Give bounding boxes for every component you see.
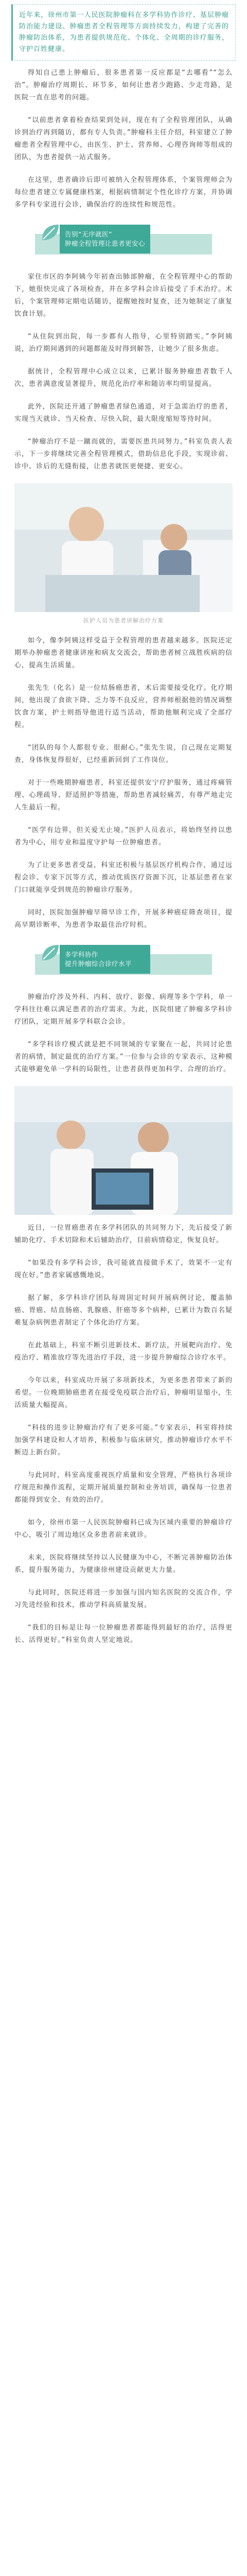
section1-paragraphs — [14, 67, 233, 211]
paragraph: 同时，医院加强肿瘤早筛早诊工作，开展多种癌症筛查项目，提高早期诊断率，为患者争取最佳治疗时机。 — [14, 909, 233, 929]
leaf-icon — [39, 222, 61, 243]
section1-title-line2: 肿瘤全程管理让患者更安心 — [65, 240, 146, 247]
paragraph: 张先生（化名）是一位结肠癌患者，术后需要接受化疗。化疗期间，他出现了食欲下降、乏力等不良反应，营养师根据他的情况调整饮食方案，护士则指导他进行适当活动，帮助他顺利完成了全部疗程。 — [14, 684, 233, 729]
leaf-icon — [39, 942, 61, 963]
paragraph: 为了让更多患者受益，科室还积极与基层医疗机构合作，通过远程会诊、专家下沉等方式，推动优质医疗资源下沉，让基层患者在家门口就能享受到规范的肿瘤诊疗服务。 — [14, 861, 233, 894]
article-body — [0, 61, 247, 1647]
paragraph: 家住市区的李阿姨今年初查出肺部肿瘤，在全程管理中心的帮助下，她很快完成了各项检查，并在多学科会诊后接受了手术治疗。术后，个案管理师定期电话随访，提醒她按时复查，还为她制定了康复饮食计划。 — [14, 273, 233, 318]
paragraph: 得知自己患上肿瘤后，很多患者第一反应都是“去哪看”“怎么治”。肿瘤治疗周期长、环节多，如何让患者少跑路、少走弯路，是医院一直在思考的问题。 — [14, 69, 233, 101]
section1-paragraphs-3 — [14, 635, 233, 931]
paragraph: “肿瘤治疗不是一蹴而就的，需要医患共同努力。”科室负责人表示，下一步将继续完善全程管理模式，借助信息化手段，实现诊前、诊中、诊后的无缝衔接，让患者就医更便捷、更安心。 — [14, 438, 233, 470]
paragraph: 肿瘤治疗涉及外科、内科、放疗、影像、病理等多个学科，单一学科往往难以满足患者的治疗需求。为此，医院组建了肿瘤多学科诊疗团队，定期开展多学科联合会诊。 — [14, 993, 233, 1026]
section2-paragraphs-2 — [14, 1222, 233, 1647]
photo-consultation — [14, 1086, 233, 1215]
paragraph: 近日，一位胃癌患者在多学科团队的共同努力下，先后接受了新辅助化疗、手术切除和术后辅助治疗，目前病情稳定，恢复良好。 — [14, 1224, 233, 1244]
paragraph: “以前患者拿着检查结果到处问，现在有了全程管理团队，从确诊到治疗再到随访，都有专人负责。”肿瘤科主任介绍，科室建立了肿瘤患者全程管理中心，由医生、护士、营养师、心理咨询师等组成的团队，为患者提供一站式服务。 — [14, 116, 233, 161]
section2-heading — [14, 942, 233, 982]
paragraph: 今年以来，科室成功开展了多项新技术，为更多患者带来了新的希望。一位晚期肺癌患者在接受免疫联合治疗后，肿瘤明显缩小，生活质量大幅提高。 — [14, 1377, 233, 1409]
paragraph: 如今，徐州市第一人民医院肿瘤科已成为区域内重要的肿瘤诊疗中心，吸引了周边地区众多患者前来就诊。 — [14, 1519, 233, 1539]
paragraph: 此外，医院还开通了肿瘤患者绿色通道，对于急需治疗的患者，实现当天就诊、当天检查、尽快入院，最大限度缩短等待时间。 — [14, 403, 233, 423]
section1-title-line1: 告别“无序就医” — [65, 230, 112, 238]
paragraph: 未来，医院将继续坚持以人民健康为中心，不断完善肿瘤防治体系，提升服务能力，为健康徐州建设贡献更大力量。 — [14, 1554, 233, 1574]
section2-title-line1: 多学科协作 — [65, 951, 99, 958]
photo-caption-1: 医护人员为患者讲解治疗方案 — [83, 617, 164, 624]
paragraph: “我们的目标是让每一位肿瘤患者都能得到最好的治疗，活得更长、活得更好。”科室负责人坚定地说。 — [14, 1624, 233, 1644]
section1-paragraphs-2 — [14, 271, 233, 473]
paragraph: “如果没有多学科会诊，我可能就直接做手术了，效果不一定有现在好。”患者家属感慨地说。 — [14, 1259, 233, 1279]
paragraph: 与此同时，医院还将进一步加强与国内知名医院的交流合作，学习先进经验和技术，推动学科高质量发展。 — [14, 1589, 233, 1609]
paragraph: “多学科诊疗模式就是把不同领域的专家聚在一起，共同讨论患者的病情，制定最优的治疗方案。”一位参与会诊的专家表示，这种模式能够避免单一学科的局限性，让患者获得更加科学、合理的治疗。 — [14, 1041, 233, 1073]
section1-title — [60, 225, 150, 253]
intro-box: 近年来，徐州市第一人民医院肿瘤科在多学科协作诊疗、基层肿瘤防治能力建设、肿瘤患者全程管理等方面持续发力，构建了完善的肿瘤防治体系，为患者提供规范化、个体化、全周期的诊疗服务，守护百姓健康。 — [11, 4, 236, 61]
paragraph: 在这里，患者确诊后即可被纳入全程管理体系，个案管理师会为每位患者建立专属健康档案，根据病情制定个性化诊疗方案，并协调多学科专家进行会诊，确保治疗的连续性和规范性。 — [14, 176, 233, 209]
paragraph: 据统计，全程管理中心成立以来，已累计服务肿瘤患者数千人次，患者满意度显著提升，规范化治疗率和随访率均明显提高。 — [14, 368, 233, 388]
paragraph: 对于一些晚期肿瘤患者，科室还提供安宁疗护服务，通过疼痛管理、心理疏导、舒适照护等措施，帮助患者减轻痛苦，有尊严地走完人生最后一程。 — [14, 779, 233, 811]
paragraph: “医学有边界，但关爱无止境。”医护人员表示，将始终坚持以患者为中心，用专业和温度守护每一位肿瘤患者。 — [14, 826, 233, 846]
paragraph: 与此同时，科室高度重视医疗质量和安全管理，严格执行各项诊疗规范和操作流程，定期开展质量控制和业务培训，确保每一位患者都能得到安全、有效的治疗。 — [14, 1471, 233, 1504]
photo-doctor-patient — [14, 483, 233, 612]
section2-paragraphs — [14, 991, 233, 1076]
section2-title — [60, 945, 150, 974]
section1-heading — [14, 222, 233, 262]
article-page — [0, 4, 247, 2576]
paragraph: 如今，像李阿姨这样受益于全程管理的患者越来越多。医院还定期举办肿瘤患者健康讲座和病友交流会，帮助患者树立战胜疾病的信心，提高生活质量。 — [14, 637, 233, 669]
paragraph: “科技的进步让肿瘤治疗有了更多可能。”专家表示，科室将持续加强学科建设和人才培养，积极参与临床研究，推动肿瘤诊疗水平不断迈上新台阶。 — [14, 1424, 233, 1456]
paragraph: 在此基础上，科室不断引进新技术、新疗法，开展靶向治疗、免疫治疗、精准放疗等先进治疗手段，进一步提升肿瘤综合诊疗水平。 — [14, 1342, 233, 1362]
paragraph: “从住院到出院，每一步都有人指导，心里特别踏实。”李阿姨说，治疗期间遇到的问题都能及时得到解答，让她少了很多焦虑。 — [14, 333, 233, 353]
paragraph: “团队的每个人都很专业、很耐心。”张先生说，自己现在定期复查，身体恢复得很好，已经重新回到了工作岗位。 — [14, 744, 233, 764]
section2-title-line2: 提升肿瘤综合诊疗水平 — [65, 960, 132, 968]
paragraph: 据了解，多学科诊疗团队每周固定时间开展病例讨论，覆盖肺癌、胃癌、结直肠癌、乳腺癌、肝癌等多个病种，已累计为数百名疑难复杂病例患者制定了个体化治疗方案。 — [14, 1294, 233, 1327]
